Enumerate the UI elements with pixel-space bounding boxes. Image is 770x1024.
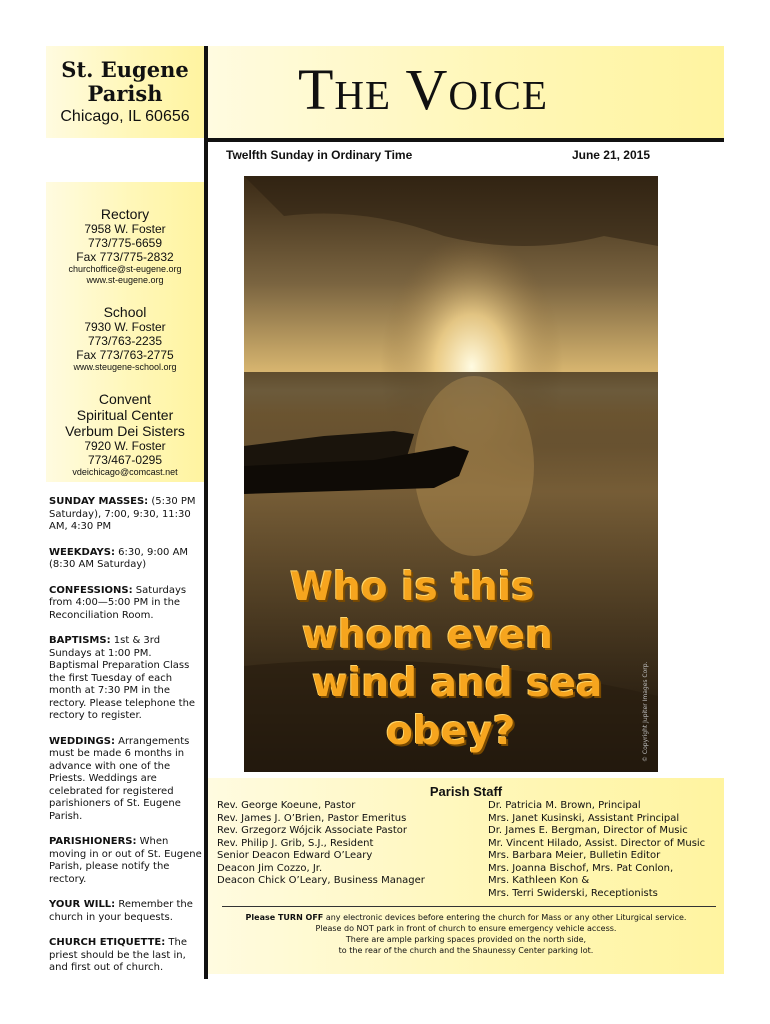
parish-name-line2: Parish (87, 81, 163, 106)
info-item: YOUR WILL: Remember the church in your bequests. (49, 899, 193, 923)
notice (208, 912, 724, 956)
photo-copyright: © Copyright Jupiter Images Corp. (642, 661, 649, 762)
school-heading: School (103, 304, 147, 320)
staff-item: Deacon Jim Cozzo, Jr. (217, 862, 323, 874)
rectory-address: 7958 W. Foster (84, 222, 166, 236)
school-phone: 773/763-2235 (87, 334, 163, 348)
convent-address: 7920 W. Foster (84, 439, 166, 453)
parish-box (46, 46, 204, 138)
parish-name-line1: St. Eugene (61, 57, 189, 82)
info-item: WEEKDAYS: 6:30, 9:00 AM (8:30 AM Saturday) (49, 546, 189, 570)
rectory-heading: Rectory (100, 206, 150, 222)
horizontal-divider (208, 138, 724, 142)
spiritual-center-heading: Spiritual Center (76, 407, 174, 423)
info-item: CHURCH ETIQUETTE: The priest should be the last in, and first out of church. (49, 937, 188, 973)
notice-line3: There are ample parking spaces provided on the north side, (345, 935, 587, 944)
photo-headline (246, 564, 646, 756)
rectory-email: churchoffice@st-eugene.org (68, 264, 182, 274)
school-web: www.steugene-school.org (73, 362, 177, 372)
sidebar-contact (46, 182, 204, 482)
issue-date: June 21, 2015 (571, 148, 650, 162)
parish-city: Chicago, IL 60656 (60, 108, 190, 125)
staff-item: Rev. James J. O’Brien, Pastor Emeritus (217, 812, 407, 824)
rectory-fax: Fax 773/775-2832 (76, 250, 174, 264)
staff-item: Mrs. Janet Kusinski, Assistant Principal (488, 812, 680, 824)
parish-name (46, 58, 204, 106)
staff-item: Deacon Chick O’Leary, Business Manager (217, 875, 425, 886)
masthead (208, 46, 724, 138)
headline-line1: Who is this (290, 565, 535, 610)
info-item: SUNDAY MASSES: (5:30 PM Saturday), 7:00, 9:30, 11:30 AM, 4:30 PM (49, 496, 196, 532)
staff-clergy-list (217, 800, 425, 888)
occasion: Twelfth Sunday in Ordinary Time (226, 148, 413, 162)
staff-item: Mrs. Joanna Bischof, Mrs. Pat Conlon, (488, 862, 674, 874)
staff-title: Parish Staff (429, 784, 503, 799)
info-item: CONFESSIONS: Saturdays from 4:00—5:00 PM in the Reconciliation Room. (49, 584, 187, 621)
verbum-dei-heading: Verbum Dei Sisters (65, 423, 185, 439)
staff-item: Dr. James E. Bergman, Director of Music (488, 825, 688, 836)
parish-staff-box (208, 778, 724, 974)
headline-line4: obey? (386, 709, 516, 754)
staff-item: Mr. Vincent Hilado, Assist. Director of Music (488, 837, 706, 849)
newsletter-title: The Voice (298, 57, 549, 122)
notice-line2: Please do NOT park in front of church to ensure emergency vehicle access. (315, 924, 617, 933)
notice-divider (222, 906, 716, 907)
school-fax: Fax 773/763-2775 (76, 348, 174, 362)
info-item: PARISHIONERS: When moving in or out of St. Eugene Parish, please notify the rectory. (49, 836, 202, 885)
staff-item: Rev. George Koeune, Pastor (217, 800, 356, 811)
staff-item: Rev. Philip J. Grib, S.J., Resident (217, 837, 374, 849)
convent-heading: Convent (98, 391, 152, 407)
convent-phone: 773/467-0295 (87, 453, 163, 467)
staff-item: Mrs. Terri Swiderski, Receptionists (488, 887, 658, 899)
convent-email: vdeichicago@comcast.net (72, 467, 178, 477)
rectory-phone: 773/775-6659 (87, 236, 163, 250)
staff-lay-list (488, 800, 705, 900)
info-item: BAPTISMS: 1st & 3rd Sundays at 1:00 PM. Baptismal Preparation Class the first Tuesday of each month at 7:30 PM in the rectory. Please telephone the rectory to register. (49, 635, 196, 721)
staff-item: Mrs. Kathleen Kon & (488, 875, 590, 886)
staff-item: Dr. Patricia M. Brown, Principal (488, 800, 641, 811)
sidebar-info (49, 496, 204, 988)
school-address: 7930 W. Foster (84, 320, 166, 334)
notice-line4: to the rear of the church and the Shaunessy Center parking lot. (338, 946, 594, 955)
headline-line2: whom even (302, 613, 553, 658)
issue-line (226, 148, 650, 162)
rectory-web: www.st-eugene.org (86, 275, 164, 285)
staff-item: Senior Deacon Edward O’Leary (217, 850, 373, 861)
staff-item: Rev. Grzegorz Wójcik Associate Pastor (217, 825, 407, 836)
staff-item: Mrs. Barbara Meier, Bulletin Editor (488, 850, 661, 861)
notice-line1: Please TURN OFF any electronic devices before entering the church for Mass or any other Liturgical service. (245, 913, 687, 922)
info-item: WEDDINGS: Arrangements must be made 6 months in advance with one of the Priests. Weddings are celebrated for registered parishioners of St. Eugene Parish. (49, 735, 190, 822)
headline-line3: wind and sea (312, 661, 603, 706)
